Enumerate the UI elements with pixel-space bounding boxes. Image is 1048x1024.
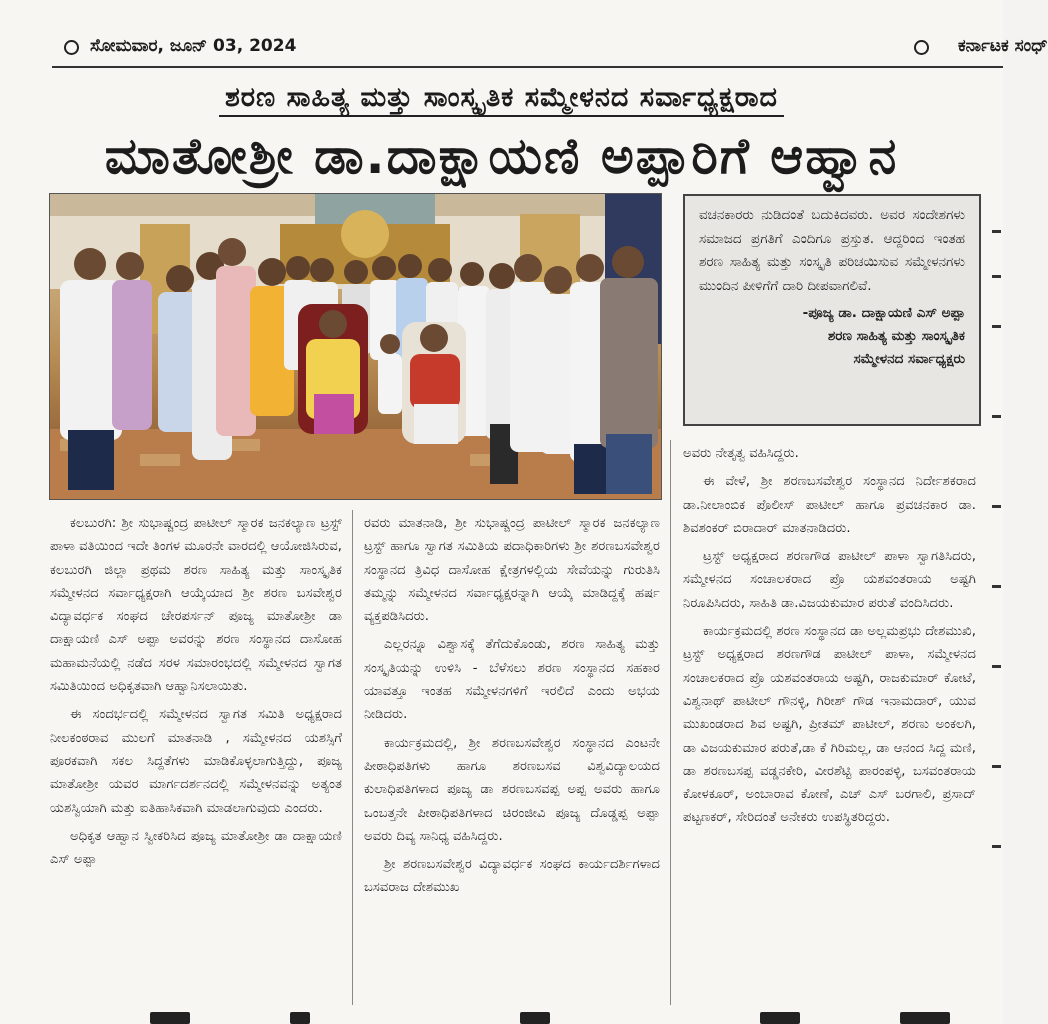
article-headline: ಮಾತೋಶ್ರೀ ಡಾ.ದಾಕ್ಷಾಯಣಿ ಅಪ್ಪಾರಿಗೆ ಆಹ್ವಾನ bbox=[104, 127, 899, 185]
article-kicker bbox=[0, 82, 1003, 114]
news-photo bbox=[49, 193, 662, 500]
col3-paragraph: ಅವರು ನೇತೃತ್ವ ವಹಿಸಿದ್ದರು. bbox=[683, 446, 799, 461]
col3-paragraph: ಟ್ರಸ್ಟ್ ಅಧ್ಯಕ್ಷರಾದ ಶರಣಗೌಡ ಪಾಟೀಲ್ ಪಾಳಾ ಸ್ವಾಗತಿಸಿದರು, ಸಮ್ಮೇಳನದ ಸಂಚಾಲಕರಾದ ಪ್ರೊ ಯಶವಂತರಾಯ ಅಷ್ಟಗಿ ನಿರೂಪಿಸಿದರು, ಸಾಹಿತಿ ಡಾ.ವಿಜಯಕುಮಾರ ಪರುತೆ ವಂದಿಸಿದರು. bbox=[683, 549, 976, 611]
quote-attribution-title-2: ಸಮ್ಮೇಳನದ ಸರ್ವಾಧ್ಯಕ್ಷರು bbox=[853, 351, 965, 367]
pull-quote-box bbox=[683, 194, 981, 426]
bullet-circle-icon bbox=[914, 40, 929, 55]
col1-paragraph: ಅಧಿಕೃತ ಆಹ್ವಾನ ಸ್ವೀಕರಿಸಿದ ಪೂಜ್ಯ ಮಾತೋಶ್ರೀ ಡಾ ದಾಕ್ಷಾಯಣಿ ಎಸ್ ಅಪ್ಪಾ bbox=[50, 828, 342, 868]
col2-paragraph: ಕಾರ್ಯಕ್ರಮದಲ್ಲಿ, ಶ್ರೀ ಶರಣಬಸವೇಶ್ವರ ಸಂಸ್ಥಾನದ ಎಂಟನೇ ಪೀಠಾಧಿಪತಿಗಳು ಹಾಗೂ ಶರಣಬಸವ ವಿಶ್ವವಿದ್ಯಾಲಯದ ಕುಲಾಧಿಪತಿಗಳಾದ ಪೂಜ್ಯ ಡಾ ಶರಣಬಸವಪ್ಪ ಅಪ್ಪ ಅವರು ಹಾಗೂ ಒಂಬತ್ತನೇ ಪೀಠಾಧಿಪತಿಗಳಾದ ಚಿರಂಜೀವಿ ಪೂಜ್ಯ ದೊಡ್ಡಪ್ಪ ಅಪ್ಪಾ ಅವರು ದಿವ್ಯ ಸಾನಿಧ್ಯ ವಹಿಸಿದ್ದರು. bbox=[364, 735, 660, 844]
quote-attribution-title: ಶರಣ ಸಾಹಿತ್ಯ ಮತ್ತು ಸಾಂಸ್ಕೃತಿಕ bbox=[827, 328, 965, 344]
col2-paragraph: ಶ್ರೀ ಶರಣಬಸವೇಶ್ವರ ವಿದ್ಯಾವರ್ಧಕ ಸಂಘದ ಕಾರ್ಯದರ್ಶಿಗಳಾದ ಬಸವರಾಜ ದೇಶಮುಖ bbox=[364, 857, 660, 896]
group-photo-illustration bbox=[50, 194, 661, 499]
column-divider bbox=[670, 440, 671, 1005]
quote-attribution bbox=[699, 302, 965, 371]
article-column-3 bbox=[683, 442, 976, 835]
col3-paragraph: ಕಾರ್ಯಕ್ರಮದಲ್ಲಿ ಶರಣ ಸಂಸ್ಥಾನದ ಡಾ ಅಲ್ಲಮಪ್ರಭು ದೇಶಮುಖಿ, ಟ್ರಸ್ಟ್ ಅಧ್ಯಕ್ಷರಾದ ಶರಣಗೌಡ ಪಾಟೀಲ್ ಪಾಳಾ, ಸಮ್ಮೇಳನದ ಸಂಚಾಲಕರಾದ ಪ್ರೊ ಯಶವಂತರಾಯ ಅಷ್ಟಗಿ, ರಾಜಕುಮಾರ್ ಕೋಟೆ, ವಿಶ್ವನಾಥ್ ಪಾಟೀಲ್ ಗೌನಳ್ಳಿ, ಗಿರೀಶ್ ಗೌಡ ಇನಾಮದಾರ್, ಯುವ ಮುಖಂಡರಾದ ಶಿವ ಅಷ್ಟಗಿ, ಪ್ರೀತಮ್ ಪಾಟೀಲ್, ಶರಣು ಅಂಕಲಗಿ, ಡಾ ವಿಜಯಕುಮಾರ ಪರುತೆ,ಡಾ ಕೆ ಗಿರಿಮಲ್ಲ, ಡಾ ಆನಂದ ಸಿದ್ದ ಮಣಿ, ಡಾ ಶರಣಬಸಪ್ಪ ವಡ್ಡನಕೇರಿ, ವೀರಶೆಟ್ಟಿ ಪಾರಂಪಳ್ಳಿ, ಬಸವಂತರಾಯ ಕೋಳಕೂರ್, ಅಂಬಾರಾವ ಕೋಣೆ, ಎಚ್ ಎಸ್ ಬರಗಾಲಿ, ಪ್ರಸಾದ್ ಪಟ್ಟಣಕರ್, ಸೇರಿದಂತೆ ಅನೇಕರು ಉಪಸ್ಥಿತರಿದ್ದರು. bbox=[683, 624, 976, 826]
issue-date: ಸೋಮವಾರ, ಜೂನ್ 03, 2024 bbox=[90, 36, 297, 56]
col1-paragraph: ಈ ಸಂದರ್ಭದಲ್ಲಿ ಸಮ್ಮೇಳನದ ಸ್ವಾಗತ ಸಮಿತಿ ಅಧ್ಯಕ್ಷರಾದ ನೀಲಕಂಠರಾವ ಮುಲಗೆ ಮಾತನಾಡಿ , ಸಮ್ಮೇಳನದ ಯಶಸ್ಸಿಗೆ ಪೂರಕವಾಗಿ ಸಕಲ ಸಿದ್ದತೆಗಳು ಮಾಡಿಕೊಳ್ಳಲಾಗುತ್ತಿದ್ದು, ಪೂಜ್ಯ ಮಾತೋಶ್ರೀ ಯವರ ಮಾರ್ಗದರ್ಶನದಲ್ಲಿ ಸಮ್ಮೇಳನವನ್ನು ಅತ್ಯಂತ ಯಶಸ್ವಿಯಾಗಿ ಮತ್ತು ಐತಿಹಾಸಿಕವಾಗಿ ಮಾಡಲಾಗುವುದು ಎಂದರು. bbox=[50, 707, 342, 816]
col2-paragraph: ರವರು ಮಾತನಾಡಿ, ಶ್ರೀ ಸುಭಾಷ್ಚಂದ್ರ ಪಾಟೀಲ್ ಸ್ಮಾರಕ ಜನಕಲ್ಯಾಣ ಟ್ರಸ್ಟ್ ಹಾಗೂ ಸ್ವಾಗತ ಸಮಿತಿಯ ಪದಾಧಿಕಾರಿಗಳು ಶ್ರೀ ಶರಣಬಸವೇಶ್ವರ ಸಂಸ್ಥಾನದ ತ್ರಿವಿಧ ದಾಸೋಹ ಕ್ಷೇತ್ರಗಳಲ್ಲಿಯ ಸೇವೆಯನ್ನು ಗುರುತಿಸಿ ತಮ್ಮನ್ನು ಸಮ್ಮೇಳನದ ಸರ್ವಾಧ್ಯಕ್ಷರನ್ನಾಗಿ ಆಯ್ಕೆ ಮಾಡಿದ್ದಕ್ಕೆ ಹರ್ಷ ವ್ಯಕ್ತಪಡಿಸಿದರು. bbox=[364, 516, 660, 625]
col1-paragraph: ಕಲಬುರಗಿ: ಶ್ರೀ ಸುಭಾಷ್ಚಂದ್ರ ಪಾಟೀಲ್ ಸ್ಮಾರಕ ಜನಕಲ್ಯಾಣ ಟ್ರಸ್ಟ್ ಪಾಳಾ ವತಿಯಿಂದ ಇದೇ ತಿಂಗಳ ಮೂರನೇ ವಾರದಲ್ಲಿ ಆಯೋಜಿಸಿರುವ, ಕಲಬುರಗಿ ಜಿಲ್ಲಾ ಪ್ರಥಮ ಶರಣ ಸಾಹಿತ್ಯ ಮತ್ತು ಸಾಂಸ್ಕೃತಿಕ ಸಮ್ಮೇಳನದ ಸರ್ವಾಧ್ಯಕ್ಷರಾಗಿ ಆಯ್ಕೆಯಾದ ಶ್ರೀ ಶರಣ ಬಸವೇಶ್ವರ ವಿದ್ಯಾವರ್ಧಕ ಸಂಘದ ಚೇರಪರ್ಸನ್ ಪೂಜ್ಯ ಮಾತೋಶ್ರೀ ಡಾ ದಾಕ್ಷಾಯಣಿ ಎಸ್ ಅಪ್ಪಾ ಅವರನ್ನು ಶರಣ ಸಂಸ್ಥಾನದ ದಾಸೋಹ ಮಹಾಮನೆಯಲ್ಲಿ ನಡೆದ ಸರಳ ಸಮಾರಂಭದಲ್ಲಿ ಸಮ್ಮೇಳನದ ಸ್ವಾಗತ ಸಮಿತಿಯಿಂದ ಅಧಿಕೃತವಾಗಿ ಆಹ್ವಾನಿಸಲಾಯಿತು. bbox=[50, 516, 342, 695]
col2-paragraph: ಎಲ್ಲರನ್ನೂ ವಿಶ್ವಾಸಕ್ಕೆ ತೆಗೆದುಕೊಂಡು, ಶರಣ ಸಾಹಿತ್ಯ ಮತ್ತು ಸಂಸ್ಕೃತಿಯನ್ನು ಉಳಿಸಿ - ಬೆಳೆಸಲು ಶರಣ ಸಂಸ್ಥಾನದ ಸಹಕಾರ ಯಾವತ್ತೂ ಇಂತಹ ಸಮ್ಮೇಳನಗಳಿಗೆ ಇರಲಿದೆ ಎಂದು ಅಭಯ ನೀಡಿದರು. bbox=[364, 637, 660, 723]
adjacent-column-edge bbox=[992, 205, 1003, 1005]
quote-attribution-name: -ಪೂಜ್ಯ ಡಾ. ದಾಕ್ಷಾಯಣಿ ಎಸ್ ಅಪ್ಪಾ bbox=[802, 305, 965, 321]
bullet-circle-icon bbox=[64, 40, 79, 55]
page-header bbox=[52, 36, 1048, 68]
newspaper-name: ಕರ್ನಾಟಕ ಸಂಧ್ bbox=[958, 36, 1048, 56]
column-divider bbox=[352, 510, 353, 1005]
article-column-2 bbox=[364, 512, 660, 905]
article-column-1 bbox=[50, 512, 342, 876]
kicker-text: ಶರಣ ಸಾಹಿತ್ಯ ಮತ್ತು ಸಾಂಸ್ಕೃತಿಕ ಸಮ್ಮೇಳನದ ಸರ್ವಾಧ್ಯಕ್ಷರಾದ bbox=[219, 82, 784, 117]
pull-quote-text: ವಚನಕಾರರು ನುಡಿದಂತೆ ಬದುಕಿದವರು. ಅವರ ಸಂದೇಶಗಳು ಸಮಾಜದ ಪ್ರಗತಿಗೆ ಎಂದಿಗೂ ಪ್ರಸ್ತುತ. ಆದ್ದರಿಂದ ಇಂತಹ ಶರಣ ಸಾಹಿತ್ಯ ಮತ್ತು ಸಂಸ್ಕೃತಿ ಪರಿಚಯಿಸುವ ಸಮ್ಮೇಳನಗಳು ಮುಂದಿನ ಪೀಳಿಗೆಗೆ ದಾರಿ ದೀಪವಾಗಲಿವೆ. bbox=[699, 207, 965, 294]
col3-paragraph: ಈ ವೇಳೆ, ಶ್ರೀ ಶರಣಬಸವೇಶ್ವರ ಸಂಸ್ಥಾನದ ನಿರ್ದೇಶಕರಾದ ಡಾ.ನೀಲಾಂಬಿಕ ಪೊಲೀಸ್ ಪಾಟೀಲ್ ಹಾಗೂ ಪ್ರವಚನಕಾರ ಡಾ. ಶಿವಶಂಕರ್ ಬಿರಾದಾರ್ ಮಾತನಾಡಿದರು. bbox=[683, 474, 976, 536]
next-headline-cutoff bbox=[0, 1008, 1003, 1024]
